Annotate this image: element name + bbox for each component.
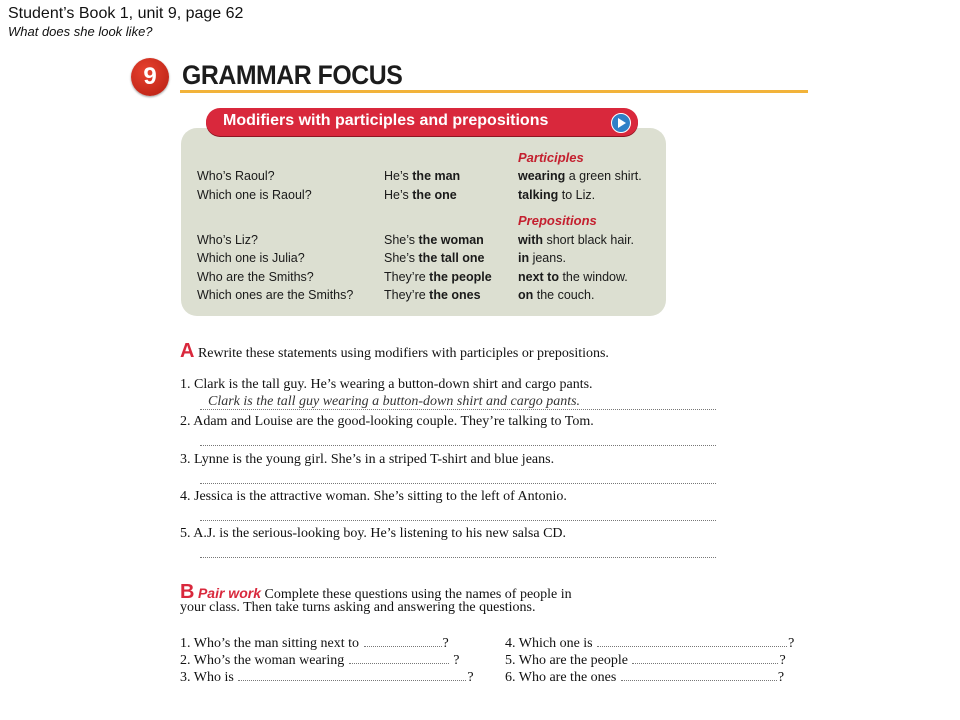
prepositions-heading: Prepositions <box>518 213 597 228</box>
grammar-modifier: next to the window. <box>518 270 628 284</box>
play-arrow-icon[interactable] <box>611 113 631 133</box>
answer-line[interactable] <box>200 445 716 446</box>
blank[interactable] <box>632 662 778 664</box>
answer-line[interactable] <box>200 483 716 484</box>
pair-question: 4. Which one is ? <box>505 636 795 651</box>
exercise-item: 2. Adam and Louise are the good-looking couple. They’re talking to Tom. <box>180 414 594 429</box>
grammar-banner-label: Modifiers with participles and prepositions <box>223 112 549 129</box>
grammar-answer: He’s the man <box>384 169 461 183</box>
grammar-question: Which ones are the Smiths? <box>197 288 354 302</box>
grammar-answer: They’re the ones <box>384 288 481 302</box>
pair-question: 2. Who’s the woman wearing ? <box>180 653 460 668</box>
blank[interactable] <box>364 645 442 647</box>
grammar-question: Which one is Raoul? <box>197 188 312 202</box>
exercise-item: 1. Clark is the tall guy. He’s wearing a button-down shirt and cargo pants. <box>180 377 593 392</box>
blank[interactable] <box>349 662 449 664</box>
pair-work-label: Pair work <box>197 585 261 601</box>
title-underline <box>180 90 808 93</box>
pair-question: 1. Who’s the man sitting next to ? <box>180 636 449 651</box>
grammar-modifier: on the couch. <box>518 288 595 302</box>
grammar-question: Who are the Smiths? <box>197 270 314 284</box>
answer-line[interactable] <box>200 520 716 521</box>
section-a-letter: A <box>180 340 195 362</box>
exercise-item: 4. Jessica is the attractive woman. She’s sitting to the left of Antonio. <box>180 489 567 504</box>
answer-line[interactable] <box>200 557 716 558</box>
page-subtitle: What does she look like? <box>8 24 153 39</box>
section-b-letter: B <box>180 581 195 603</box>
grammar-focus-title: GRAMMAR FOCUS <box>182 60 403 90</box>
grammar-modifier: with short black hair. <box>518 233 635 247</box>
grammar-question: Which one is Julia? <box>197 251 305 265</box>
grammar-answer: She’s the tall one <box>384 251 485 265</box>
grammar-question: Who’s Raoul? <box>197 169 275 183</box>
grammar-answer: She’s the woman <box>384 233 484 247</box>
blank[interactable] <box>238 679 466 681</box>
section-b-instruction-line2: your class. Then take turns asking and answering the questions. <box>180 600 536 615</box>
sample-answer: Clark is the tall guy wearing a button-down shirt and cargo pants. <box>208 394 581 409</box>
grammar-banner <box>206 108 638 136</box>
grammar-answer: He’s the one <box>384 188 457 202</box>
section-b-instruction: B Pair work Complete these questions using the names of people in <box>180 581 572 603</box>
participles-heading: Participles <box>518 150 584 165</box>
page-title: Student’s Book 1, unit 9, page 62 <box>8 5 244 22</box>
page-header <box>8 4 243 40</box>
pair-question: 5. Who are the people ? <box>505 653 786 668</box>
section-number-badge: 9 <box>131 58 169 96</box>
blank[interactable] <box>597 645 787 647</box>
answer-line[interactable] <box>200 409 716 410</box>
blank[interactable] <box>621 679 777 681</box>
pair-question: 6. Who are the ones ? <box>505 670 785 685</box>
grammar-modifier: in jeans. <box>518 251 566 265</box>
grammar-answer: They’re the people <box>384 270 492 284</box>
exercise-item: 5. A.J. is the serious-looking boy. He’s listening to his new salsa CD. <box>180 526 567 541</box>
grammar-modifier: talking to Liz. <box>518 188 596 202</box>
grammar-question: Who’s Liz? <box>197 233 258 247</box>
pair-question: 3. Who is ? <box>180 670 474 685</box>
exercise-item: 3. Lynne is the young girl. She’s in a striped T-shirt and blue jeans. <box>180 452 555 467</box>
section-a-instruction: A Rewrite these statements using modifiers with participles or prepositions. <box>180 340 609 362</box>
grammar-modifier: wearing a green shirt. <box>518 169 642 183</box>
